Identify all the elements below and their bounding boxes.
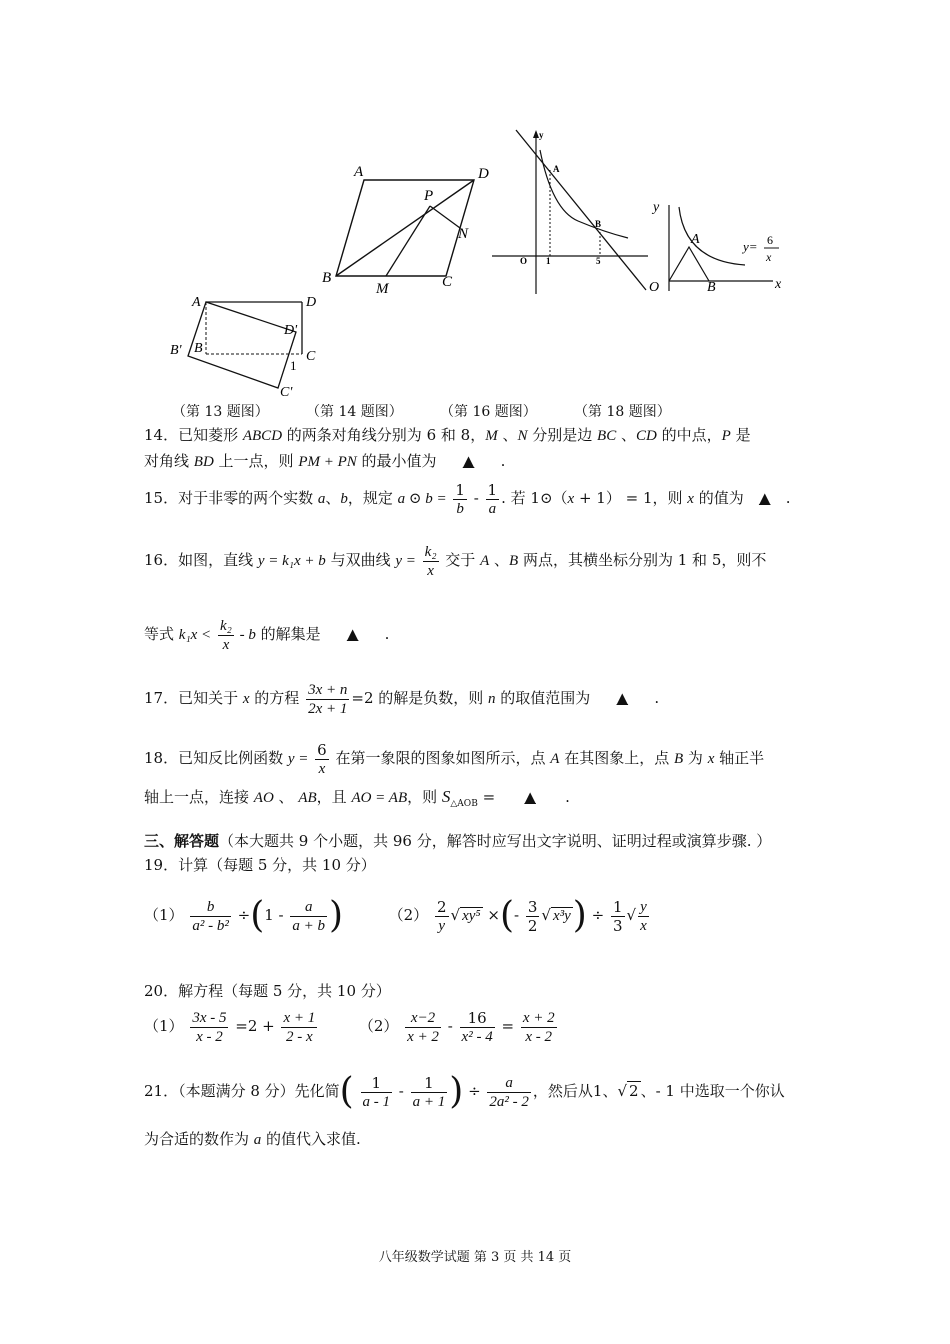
rhombus-diagram: [318, 160, 498, 298]
q19-parts: （1） $\frac{b}{\text{a² - b²}}$ ÷(1 - $\frac{a}{a + b}$ ) （2） $\frac{2}{y}$ √ xy⁵ ×(- $\frac{3}{2}$ √ x³y) ÷ $\frac{1}{3}$ √ $\frac{y}{x}$: [144, 895, 647, 936]
label-1: 1: [546, 256, 551, 266]
label-5: 5: [596, 256, 601, 266]
figure-13: [166, 290, 326, 400]
caption-14: （第 14 题图）: [306, 404, 403, 420]
figure-14: [318, 160, 498, 298]
curve-label-y: y=: [743, 239, 758, 254]
label-a: A: [354, 164, 364, 180]
q14-line2: 对角线 BD 上一点，则 PM + PN 的最小值为 ▲ .: [144, 452, 506, 470]
q20-parts: （1） $\frac{3x - 5}{x - 2}$ =2 + $\frac{x + 1}{2 - x}$ （2） $\frac{x-2}{x + 2}$ - $\frac{16}{\text{x² - 4}}$ = $\frac{x + 2}{x - 2}$: [144, 1008, 555, 1045]
answer-blank: ▲: [462, 452, 475, 470]
reciprocal-function-graph: [645, 195, 790, 295]
caption-16: （第 16 题图）: [440, 404, 537, 420]
q18-line1: 18．已知反比例函数 y = $\frac{6}{x}$ 在第一象限的图象如图所示，点 A 在其图象上，点 B 为 x 轴正半: [144, 740, 765, 777]
label-b: B: [322, 270, 332, 286]
label-b: B: [595, 219, 602, 229]
answer-blank: ▲: [616, 689, 629, 707]
answer-blank: ▲: [758, 489, 771, 507]
label-c-prime: C': [280, 385, 293, 400]
label-a: A: [553, 164, 560, 174]
label-c: C: [442, 274, 453, 290]
label-o: O: [649, 280, 660, 295]
label-d-prime: D': [284, 323, 298, 338]
label-m: M: [376, 281, 389, 297]
label-p: P: [424, 188, 434, 204]
caption-18: （第 18 题图）: [574, 404, 671, 420]
page-footer: 八年级数学试题 第 3 页 共 14 页: [378, 1250, 572, 1265]
label-a: A: [192, 295, 201, 310]
label-y: y: [653, 200, 660, 215]
q18-line2: 轴上一点，连接 AO 、 AB，且 AO = AB，则 $S_{\triangle AOB}$ = ▲ .: [144, 787, 570, 809]
line-hyperbola-graph: [488, 126, 660, 296]
q21-line2: 为合适的数作为 a 的值代入求值.: [144, 1130, 361, 1148]
q16-line2: 等式 k₁x < $\frac{\text{k₂}}{x}$ - b 的解集是 ▲ .: [144, 612, 389, 657]
q20-heading: 20．解方程（每题 5 分，共 10 分）: [144, 982, 391, 1000]
q19-heading: 19．计算（每题 5 分，共 10 分）: [144, 856, 376, 874]
label-a: A: [691, 232, 700, 247]
figure-16: [488, 126, 660, 296]
q17: 17．已知关于 x 的方程 $\frac{3x + n}{2x + 1}$ =2 的解是负数，则 n 的取值范围为 ▲ .: [144, 676, 659, 721]
label-d: D: [306, 295, 317, 310]
label-angle-1: 1: [290, 358, 297, 373]
label-x: x: [775, 277, 782, 292]
label-y: y: [539, 130, 544, 140]
q15: 15．对于非零的两个实数 a、b，规定 a ⊙ b = $\frac{1}{b}$ - $\frac{1}{a}$ . 若 1⊙（x + 1） = 1，则 x 的值为 ▲ .: [144, 476, 791, 521]
label-b-prime: B': [170, 343, 182, 358]
label-b: B: [194, 341, 203, 356]
q14-line1: 14．已知菱形 ABCD 的两条对角线分别为 6 和 8，M 、N 分别是边 BC 、CD 的中点，P 是: [144, 426, 751, 444]
section-3-heading: 三、解答题（本大题共 9 个小题，共 96 分，解答时应写出文字说明、证明过程或演算步骤. ）: [144, 832, 772, 850]
label-n: N: [458, 226, 469, 242]
q16-line1: 16．如图，直线 y = k₁x + b 与双曲线 y = $\frac{\text{k₂}}{x}$ 交于 A 、B 两点，其横坐标分别为 1 和 5，则不: [144, 543, 767, 579]
q21-line1: 21．（本题满分 8 分）先化简( $\frac{1}{a - 1}$ - $\frac{1}{a + 1}$ ) ÷ $\frac{a}{\text{2a² - 2}}$ ，然后从1、√ 2 、- 1 中选取一个你认: [144, 1071, 785, 1112]
label-o: O: [520, 256, 528, 266]
curve-label-num: 6: [767, 233, 773, 247]
answer-blank: ▲: [524, 788, 536, 806]
answer-blank: ▲: [346, 625, 359, 643]
label-b: B: [707, 280, 716, 295]
label-c: C: [306, 349, 316, 364]
figure-18: [645, 195, 790, 295]
folded-rectangle-diagram: [166, 290, 326, 400]
curve-label-den: x: [766, 250, 772, 264]
caption-13: （第 13 题图）: [172, 404, 269, 420]
label-d: D: [478, 166, 489, 182]
